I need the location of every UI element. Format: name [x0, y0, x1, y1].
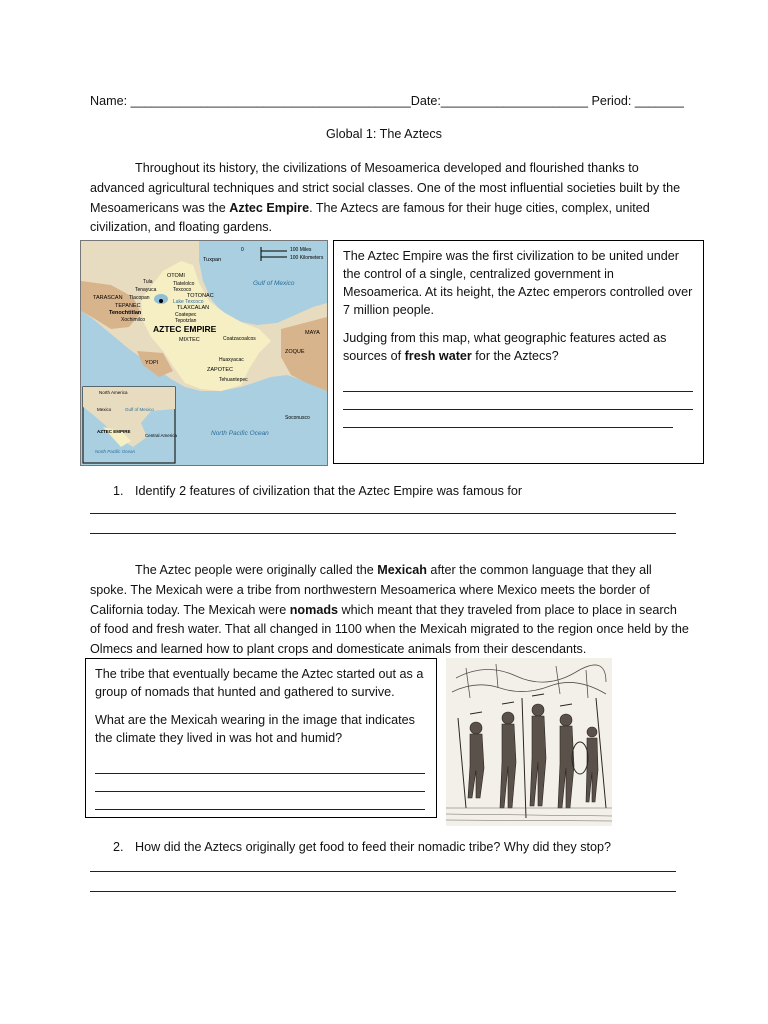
map-label-lake: Lake Texcoco [173, 299, 204, 305]
map-label-maya: MAYA [305, 330, 320, 336]
map-label-totonac: TOTONAC [187, 293, 214, 299]
tenochtitlan-marker [159, 299, 163, 303]
question-2 [113, 840, 611, 854]
header-line [90, 94, 684, 108]
map-label-tuxpan: Tuxpan [203, 257, 222, 263]
map-label-tenochtitlan: Tenochtitlan [109, 310, 142, 316]
map-scale-km-label: 100 Kilometers [290, 255, 324, 261]
info-box-map [333, 240, 704, 464]
box1-answer-line-2[interactable] [343, 409, 693, 410]
map-label-tlatelolco: Tlatelolco [173, 281, 195, 287]
map-label-gulf: Gulf of Mexico [253, 280, 295, 287]
nomads-engraving-image [446, 658, 612, 826]
box1-answer-line-1[interactable] [343, 391, 693, 392]
name-field[interactable]: Name: ________________________________________ [90, 94, 411, 108]
question-2-text: How did the Aztecs originally get food to feed their nomadic tribe? Why did they stop? [135, 840, 612, 854]
map-label-zapotec: ZAPOTEC [207, 367, 233, 373]
map-label-otomi: OTOMI [167, 273, 185, 279]
svg-text:0: 0 [241, 247, 244, 253]
inset-label-na: North America [99, 390, 128, 395]
page-title: Global 1: The Aztecs [326, 127, 442, 141]
q2-answer-line-1[interactable] [90, 871, 676, 872]
intro-text: Throughout its history, the civilizations of Mesoamerica developed and flourished thanks to advanced agricultural techniques and strict social classes. One of the most influential societies built by the Mesoamericans was the [90, 161, 681, 215]
map-label-tepanec: TEPANEC [115, 303, 141, 309]
box2-answer-line-3[interactable] [95, 809, 425, 810]
info-box-nomads [85, 658, 437, 818]
map-label-tlaxcalan: TLAXCALAN [177, 305, 210, 311]
map-label-pacific: North Pacific Ocean [211, 430, 269, 437]
map-label-tlacopan: Tlacopan [129, 295, 150, 301]
map-label-coatepec: Coatepec [175, 312, 197, 318]
map-label-soconusco: Soconusco [285, 415, 310, 421]
question-1 [113, 484, 522, 498]
period-field[interactable]: Period: _______ [591, 94, 684, 108]
map-label-zoque: ZOQUE [285, 349, 305, 355]
map-label-tenayuca: Tenayuca [135, 287, 157, 293]
intro-paragraph [90, 159, 690, 238]
inset-label-ca: Central America [145, 433, 178, 438]
map-label-tula: Tula [143, 279, 153, 285]
q1-answer-line-2[interactable] [90, 533, 676, 534]
inset-label-mexico: Mexico [97, 407, 112, 412]
map-label-empire: AZTEC EMPIRE [153, 324, 217, 334]
inset-label-gulf: Gulf of Mexico [125, 407, 154, 412]
map-label-huaxyacac: Huaxyacac [219, 357, 244, 363]
box2-answer-line-1[interactable] [95, 773, 425, 774]
map-label-tepotzlan: Tepotzlan [175, 318, 197, 324]
box2-text: The tribe that eventually became the Aztec started out as a group of nomads that hunted and gathered to survive. [95, 667, 424, 699]
question-1-text: Identify 2 features of civilization that the Aztec Empire was famous for [135, 484, 523, 498]
box1-answer-line-3[interactable] [343, 427, 673, 428]
box1-text: The Aztec Empire was the first civilization to be united under the control of a single, centralized government in Mesoamerica. At its height, the Aztec emperors controlled over 7 million people. [343, 249, 693, 317]
q1-answer-line-1[interactable] [90, 513, 676, 514]
question-1-number: 1. [113, 484, 124, 498]
map-label-texcoco: Texcoco [173, 287, 192, 293]
box2-answer-line-2[interactable] [95, 791, 425, 792]
intro-bold: Aztec Empire [229, 200, 310, 215]
map-label-coatzacoalcos: Coatzacoalcos [223, 336, 256, 342]
inset-label-aztec: AZTEC EMPIRE [97, 429, 131, 434]
intro-text-end: . The Aztecs are famous for their huge cities, complex, united civilization, and floating gardens. [90, 200, 650, 235]
mexicah-paragraph: The Aztec people were originally called the Mexicah after the common language that they all spoke. The Mexicah were a tribe from northwestern Mesoamerica where Mexico meets the border of California today. The Mexicah were nomads which meant that they traveled from place to place in search of food and fresh water. That all changed in 1100 when the Mexicah migrated to the region once held by the Olmecs and learned how to plant crops and domesticate animals from their descendants. [90, 563, 689, 657]
map-label-yopi: YOPI [145, 360, 159, 366]
map-label-mixtec: MIXTEC [179, 337, 200, 343]
map-label-xochimilco: Xochimilco [121, 317, 146, 323]
map-label-tarascan: TARASCAN [93, 295, 123, 301]
q2-answer-line-2[interactable] [90, 891, 676, 892]
box2-question: What are the Mexicah wearing in the image that indicates the climate they lived in was hot and humid? [95, 713, 415, 745]
aztec-empire-map [80, 240, 328, 466]
map-scale-miles: 100 Miles [290, 247, 312, 253]
box1-question: Judging from this map, what geographic features acted as sources of fresh water for the Aztecs? [343, 331, 667, 363]
question-2-number: 2. [113, 840, 124, 854]
map-label-tehuantepec: Tehuantepec [219, 377, 248, 383]
inset-label-pacific: North Pacific Ocean [95, 449, 136, 454]
date-field[interactable]: Date:_____________________ [410, 94, 588, 108]
